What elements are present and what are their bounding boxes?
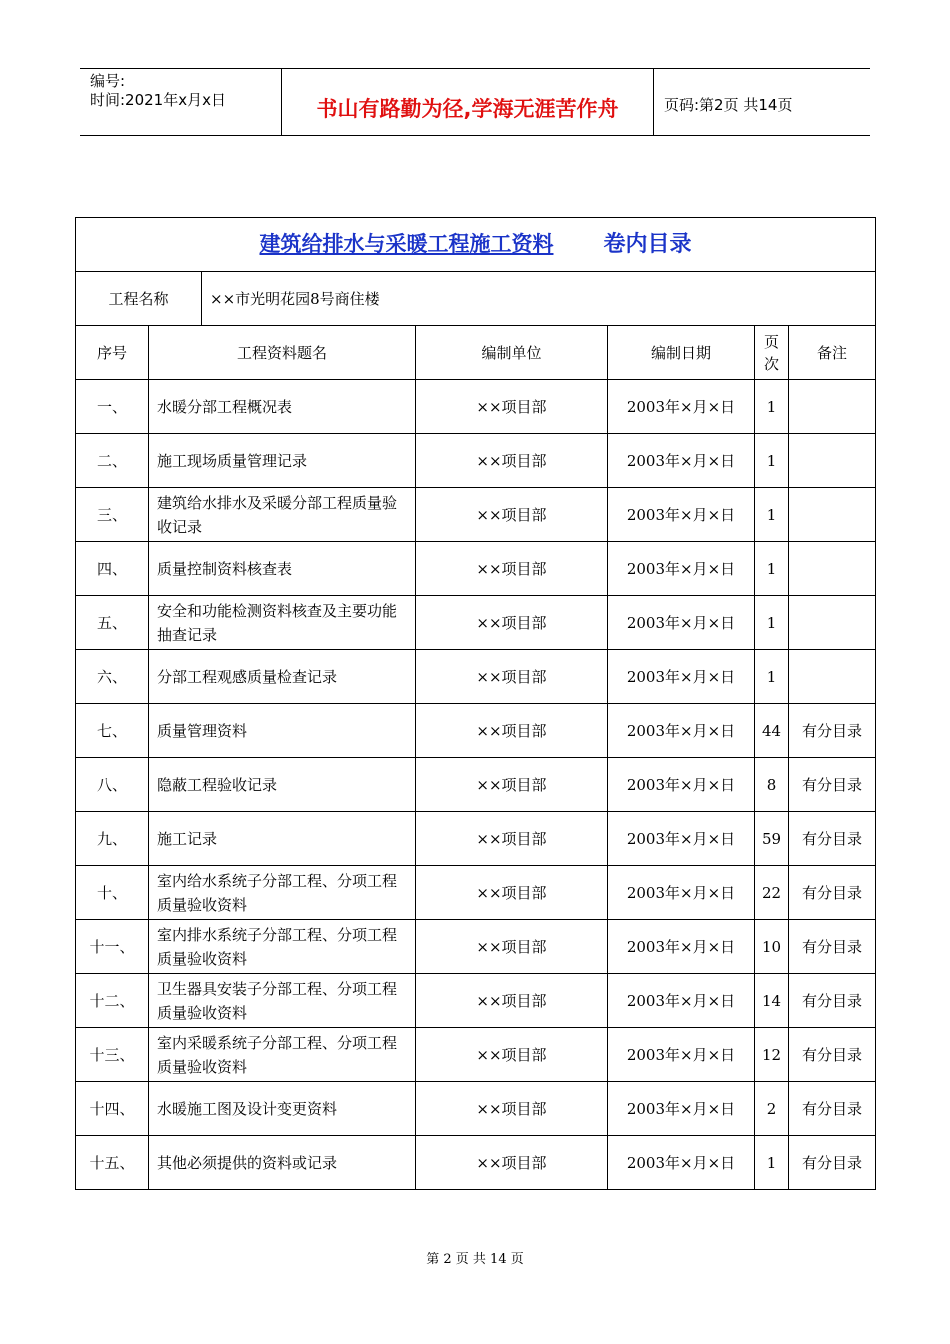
title-cell [76,218,876,272]
row-date: 2003年×月×日 [608,542,755,596]
title-row [76,218,876,272]
row-remark: 有分目录 [789,974,876,1028]
table-row [76,1082,876,1136]
table-row [76,812,876,866]
row-remark [789,650,876,704]
row-remark: 有分目录 [789,704,876,758]
row-pages: 1 [755,596,789,650]
row-title: 分部工程观感质量检查记录 [149,650,416,704]
document-subtitle: 卷内目录 [603,231,692,257]
row-unit: ××项目部 [416,650,608,704]
row-pages: 12 [755,1028,789,1082]
table-row [76,596,876,650]
table-row [76,488,876,542]
row-title: 施工记录 [149,812,416,866]
row-unit: ××项目部 [416,380,608,434]
page-footer: 第 2 页 共 14 页 [426,1252,524,1267]
row-seq: 十、 [76,866,149,920]
row-seq: 三、 [76,488,149,542]
row-pages: 1 [755,434,789,488]
table-row [76,1028,876,1082]
col-header-pages-text: 页 次 [763,332,779,373]
row-pages: 10 [755,920,789,974]
row-unit: ××项目部 [416,920,608,974]
row-pages: 1 [755,1136,789,1190]
row-unit: ××项目部 [416,488,608,542]
row-title: 卫生器具安装子分部工程、分项工程质量验收资料 [149,974,416,1028]
row-remark: 有分目录 [789,758,876,812]
col-header-date: 编制日期 [608,326,755,380]
catalogue-table [75,217,876,1190]
row-seq: 一、 [76,380,149,434]
row-date: 2003年×月×日 [608,704,755,758]
table-row [76,758,876,812]
row-title: 隐蔽工程验收记录 [149,758,416,812]
row-unit: ××项目部 [416,596,608,650]
col-header-pages [755,326,789,380]
document-title: 建筑给排水与采暖工程施工资料 [259,231,554,256]
table-row [76,650,876,704]
row-unit: ××项目部 [416,542,608,596]
project-name: ××市光明花园8号商住楼 [202,272,876,326]
row-unit: ××项目部 [416,866,608,920]
row-pages: 14 [755,974,789,1028]
col-header-remark: 备注 [789,326,876,380]
table-row [76,380,876,434]
row-seq: 四、 [76,542,149,596]
header-page-cell [654,69,870,135]
column-header-row [76,326,876,380]
row-seq: 二、 [76,434,149,488]
row-unit: ××项目部 [416,704,608,758]
row-remark: 有分目录 [789,1028,876,1082]
doc-number-label: 编号: [90,72,126,90]
row-remark [789,380,876,434]
row-title: 施工现场质量管理记录 [149,434,416,488]
row-remark: 有分目录 [789,1082,876,1136]
row-unit: ××项目部 [416,812,608,866]
table-row [76,704,876,758]
row-seq: 十一、 [76,920,149,974]
row-title: 水暖分部工程概况表 [149,380,416,434]
header-meta [80,69,282,135]
row-date: 2003年×月×日 [608,866,755,920]
row-unit: ××项目部 [416,434,608,488]
col-header-seq: 序号 [76,326,149,380]
row-seq: 七、 [76,704,149,758]
header-page-number: 页码:第2页 共14页 [664,96,793,114]
row-pages: 1 [755,650,789,704]
row-date: 2003年×月×日 [608,380,755,434]
row-title: 质量控制资料核查表 [149,542,416,596]
row-date: 2003年×月×日 [608,596,755,650]
row-title: 其他必须提供的资料或记录 [149,1136,416,1190]
row-date: 2003年×月×日 [608,758,755,812]
row-title: 室内排水系统子分部工程、分项工程质量验收资料 [149,920,416,974]
row-date: 2003年×月×日 [608,1136,755,1190]
row-title: 安全和功能检测资料核查及主要功能抽查记录 [149,596,416,650]
row-remark [789,542,876,596]
row-seq: 十二、 [76,974,149,1028]
row-seq: 六、 [76,650,149,704]
row-unit: ××项目部 [416,1028,608,1082]
row-unit: ××项目部 [416,1136,608,1190]
row-title: 室内采暖系统子分部工程、分项工程质量验收资料 [149,1028,416,1082]
row-pages: 1 [755,542,789,596]
project-row [76,272,876,326]
row-seq: 九、 [76,812,149,866]
row-unit: ××项目部 [416,1082,608,1136]
row-title: 水暖施工图及设计变更资料 [149,1082,416,1136]
row-remark [789,434,876,488]
table-row [76,542,876,596]
row-remark: 有分目录 [789,1136,876,1190]
row-seq: 五、 [76,596,149,650]
row-date: 2003年×月×日 [608,812,755,866]
row-title: 室内给水系统子分部工程、分项工程质量验收资料 [149,866,416,920]
row-date: 2003年×月×日 [608,650,755,704]
table-row [76,974,876,1028]
page-header [80,68,870,136]
row-remark [789,596,876,650]
row-remark: 有分目录 [789,866,876,920]
row-date: 2003年×月×日 [608,920,755,974]
row-unit: ××项目部 [416,758,608,812]
col-header-unit: 编制单位 [416,326,608,380]
row-pages: 1 [755,488,789,542]
row-seq: 八、 [76,758,149,812]
row-unit: ××项目部 [416,974,608,1028]
row-title: 质量管理资料 [149,704,416,758]
row-title: 建筑给水排水及采暖分部工程质量验收记录 [149,488,416,542]
row-seq: 十三、 [76,1028,149,1082]
row-date: 2003年×月×日 [608,488,755,542]
row-pages: 1 [755,380,789,434]
row-remark: 有分目录 [789,920,876,974]
header-motto-cell [282,69,654,135]
row-seq: 十四、 [76,1082,149,1136]
row-pages: 59 [755,812,789,866]
table-row [76,920,876,974]
table-row [76,1136,876,1190]
col-header-title: 工程资料题名 [149,326,416,380]
row-remark: 有分目录 [789,812,876,866]
row-pages: 22 [755,866,789,920]
row-pages: 44 [755,704,789,758]
header-motto: 书山有路勤为径,学海无涯苦作舟 [316,97,619,121]
project-label: 工程名称 [76,272,202,326]
row-pages: 8 [755,758,789,812]
row-seq: 十五、 [76,1136,149,1190]
row-date: 2003年×月×日 [608,974,755,1028]
row-pages: 2 [755,1082,789,1136]
table-row [76,434,876,488]
row-date: 2003年×月×日 [608,1028,755,1082]
row-date: 2003年×月×日 [608,434,755,488]
row-remark [789,488,876,542]
doc-time-label: 时间:2021年x月x日 [90,91,226,109]
row-date: 2003年×月×日 [608,1082,755,1136]
table-row [76,866,876,920]
